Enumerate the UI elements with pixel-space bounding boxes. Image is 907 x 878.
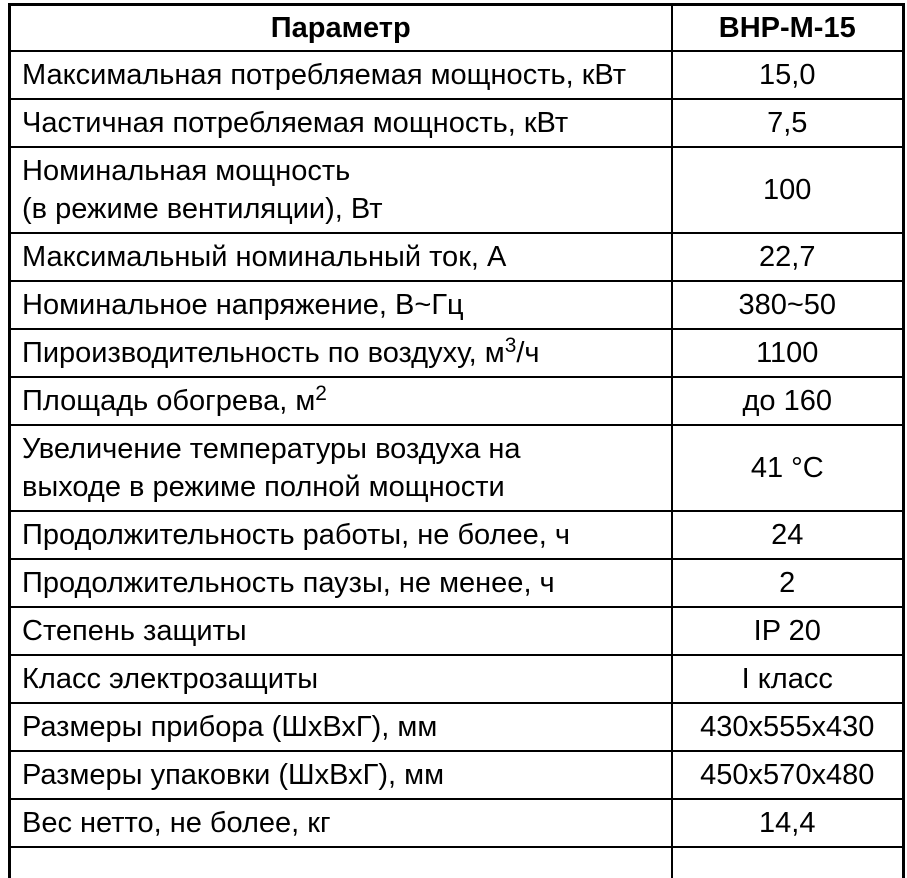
table-row xyxy=(10,655,904,703)
table-row xyxy=(10,799,904,847)
param-cell: Максимальная потребляемая мощность, кВт xyxy=(10,51,672,99)
spec-table-header xyxy=(10,5,904,51)
value-cell: 450x570x480 xyxy=(672,751,904,799)
value-cell: 2 xyxy=(672,559,904,607)
table-row xyxy=(10,751,904,799)
header-row xyxy=(10,5,904,51)
param-cell: Номинальная мощность (в режиме вентиляции), Вт xyxy=(10,147,672,233)
param-cell: Площадь обогрева, $м^2$ xyxy=(10,377,672,425)
value-cell: 380~50 xyxy=(672,281,904,329)
param-cell: Номинальное напряжение, В~Гц xyxy=(10,281,672,329)
table-row xyxy=(10,99,904,147)
table-row xyxy=(10,607,904,655)
param-cell: Частичная потребляемая мощность, кВт xyxy=(10,99,672,147)
param-cell: Размеры упаковки (ШхВхГ), мм xyxy=(10,751,672,799)
spec-table xyxy=(8,3,905,878)
table-row xyxy=(10,511,904,559)
param-cell: Класс электрозащиты xyxy=(10,655,672,703)
param-cell: Размеры прибора (ШхВхГ), мм xyxy=(10,703,672,751)
param-cell-empty xyxy=(10,847,672,878)
value-cell-empty xyxy=(672,847,904,878)
table-row xyxy=(10,703,904,751)
table-row xyxy=(10,233,904,281)
value-cell: 100 xyxy=(672,147,904,233)
param-cell: Пироизводительность по воздуху, $м^3/ч$ xyxy=(10,329,672,377)
value-cell: 22,7 xyxy=(672,233,904,281)
table-row xyxy=(10,51,904,99)
value-cell: 7,5 xyxy=(672,99,904,147)
param-cell: Максимальный номинальный ток, А xyxy=(10,233,672,281)
param-cell: Степень защиты xyxy=(10,607,672,655)
value-cell: 24 xyxy=(672,511,904,559)
value-cell: 430x555x430 xyxy=(672,703,904,751)
value-cell: 15,0 xyxy=(672,51,904,99)
table-row-cut-off xyxy=(10,847,904,878)
table-row xyxy=(10,425,904,511)
superscript: 2 xyxy=(315,382,327,406)
param-cell: Вес нетто, не более, кг xyxy=(10,799,672,847)
superscript: 3 xyxy=(504,334,517,358)
spec-table-body xyxy=(10,51,904,878)
table-row xyxy=(10,329,904,377)
value-cell: 14,4 xyxy=(672,799,904,847)
table-row xyxy=(10,559,904,607)
table-row xyxy=(10,281,904,329)
param-cell: Увеличение температуры воздуха на выходе в режиме полной мощности xyxy=(10,425,672,511)
value-cell: I класс xyxy=(672,655,904,703)
column-header-parameter: Параметр xyxy=(10,5,672,51)
value-cell: 41 °C xyxy=(672,425,904,511)
table-row xyxy=(10,377,904,425)
param-cell: Продолжительность работы, не более, ч xyxy=(10,511,672,559)
value-cell: IP 20 xyxy=(672,607,904,655)
value-cell: 1100 xyxy=(672,329,904,377)
param-cell: Продолжительность паузы, не менее, ч xyxy=(10,559,672,607)
column-header-model: ВНР-М-15 xyxy=(672,5,904,51)
value-cell: до 160 xyxy=(672,377,904,425)
table-row xyxy=(10,147,904,233)
